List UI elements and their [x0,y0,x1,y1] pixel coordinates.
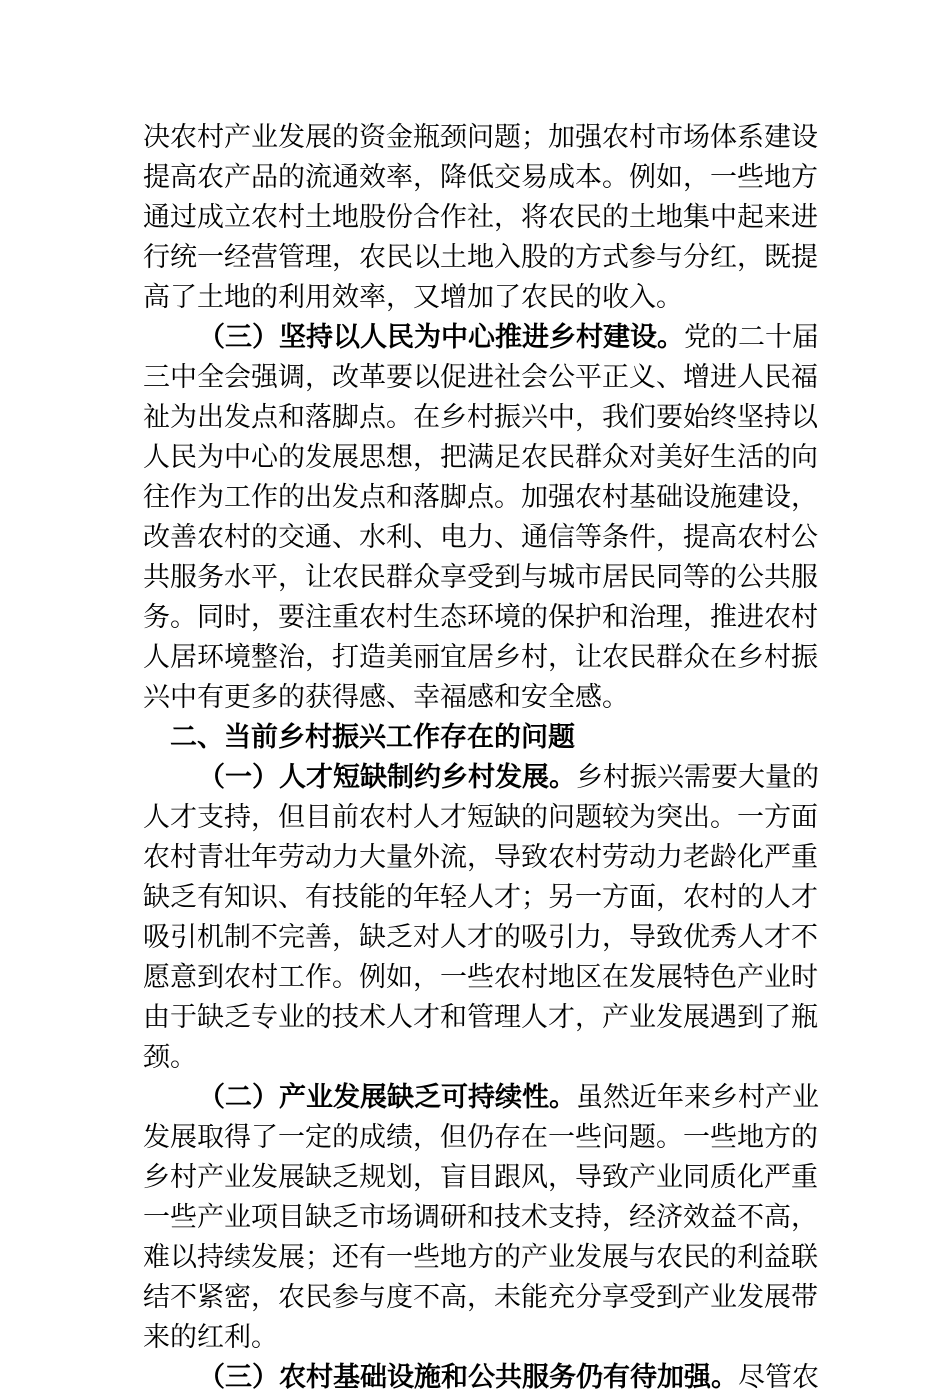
paragraph-line: 行统一经营管理，农民以土地入股的方式参与分红，既提 [143,242,818,273]
paragraph-text: 尽管农 [738,1362,819,1393]
paragraph-line: 一些产业项目缺乏市场调研和技术支持，经济效益不高， [143,1202,818,1233]
paragraph-text: 乡村振兴需要大量的 [576,762,819,793]
paragraph-line: 通过成立农村土地股份合作社，将农民的土地集中起来进 [143,202,818,233]
paragraph-line: 兴中有更多的获得感、幸福感和安全感。 [143,682,629,713]
paragraph-line: 提高农产品的流通效率，降低交易成本。例如，一些地方 [143,162,818,193]
paragraph-line: 人居环境整治，打造美丽宜居乡村，让农民群众在乡村振 [143,642,818,673]
paragraph-line: 农村青壮年劳动力大量外流，导致农村劳动力老龄化严重 [143,842,818,873]
paragraph-first-line [198,758,819,798]
paragraph-text: 虽然近年来乡村产业 [576,1082,819,1113]
paragraph-line: 人才支持，但目前农村人才短缺的问题较为突出。一方面 [143,802,818,833]
paragraph-line: 决农村产业发展的资金瓶颈问题；加强农村市场体系建设 [143,122,818,153]
subheading-text: （一）人才短缺制约乡村发展。 [198,762,576,793]
subheading-text: （三）坚持以人民为中心推进乡村建设。 [198,322,684,353]
paragraph-line: 难以持续发展；还有一些地方的产业发展与农民的利益联 [143,1242,818,1273]
paragraph-first-line [198,318,819,358]
subheading-text: （二）产业发展缺乏可持续性。 [198,1082,576,1113]
paragraph-line: 三中全会强调，改革要以促进社会公平正义、增进人民福 [143,362,818,393]
paragraph-line: 发展取得了一定的成绩，但仍存在一些问题。一些地方的 [143,1122,818,1153]
paragraph-line: 来的红利。 [143,1322,278,1353]
paragraph-line: 祉为出发点和落脚点。在乡村振兴中，我们要始终坚持以 [143,402,818,433]
subheading-text: （三）农村基础设施和公共服务仍有待加强。 [198,1362,738,1393]
paragraph-line: 颈。 [143,1042,197,1073]
paragraph-text: 党的二十届 [684,322,819,353]
paragraph-line: 共服务水平，让农民群众享受到与城市居民同等的公共服 [143,562,818,593]
paragraph-line: 缺乏有知识、有技能的年轻人才；另一方面，农村的人才 [143,882,818,913]
paragraph-line: 由于缺乏专业的技术人才和管理人才，产业发展遇到了瓶 [143,1002,818,1033]
paragraph-line: 乡村产业发展缺乏规划，盲目跟风，导致产业同质化严重 [143,1162,818,1193]
paragraph-line: 愿意到农村工作。例如，一些农村地区在发展特色产业时 [143,962,818,993]
section-heading: 二、当前乡村振兴工作存在的问题 [170,722,575,753]
paragraph-line: 吸引机制不完善，缺乏对人才的吸引力，导致优秀人才不 [143,922,818,953]
paragraph-line: 改善农村的交通、水利、电力、通信等条件，提高农村公 [143,522,818,553]
paragraph-line: 务。同时，要注重农村生态环境的保护和治理，推进农村 [143,602,818,633]
paragraph-line: 结不紧密，农民参与度不高，未能充分享受到产业发展带 [143,1282,818,1313]
paragraph-first-line [198,1078,819,1118]
paragraph-line: 高了土地的利用效率，又增加了农民的收入。 [143,282,683,313]
paragraph-line: 人民为中心的发展思想，把满足农民群众对美好生活的向 [143,442,818,473]
paragraph-first-line [198,1358,819,1398]
paragraph-line: 往作为工作的出发点和落脚点。加强农村基础设施建设， [143,482,818,513]
